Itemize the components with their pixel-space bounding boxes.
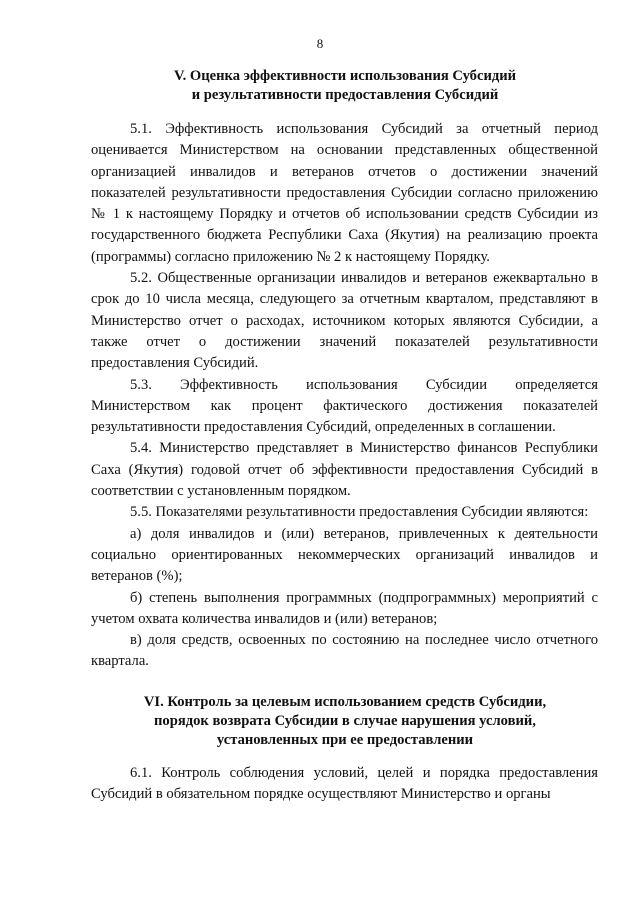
paragraph-5-2: 5.2. Общественные организации инвалидов и ветеранов ежеквартально в срок до 10 числа месяца, следующего за отчетным кварталом, представляют в Министерство отчет о расходах, источником которых являются Субсидии, а также отчет о достижении значений показателей результативности предоставления Субсидий. (91, 270, 598, 372)
section-5-title-line-1: V. Оценка эффективности использования Субсидий (173, 68, 517, 84)
page-number: 8 (316, 36, 324, 51)
section-6-title-line-3: установленных при ее предоставлении (216, 732, 474, 748)
section-6-body (91, 763, 598, 806)
list-item-b: б) степень выполнения программных (подпрограммных) мероприятий с учетом охвата количества инвалидов и (или) ветеранов; (91, 589, 598, 627)
section-5-body (91, 119, 598, 673)
paragraph-5-5: 5.5. Показателями результативности предоставления Субсидии являются: (130, 504, 589, 521)
paragraph-5-4: 5.4. Министерство представляет в Министерство финансов Республики Саха (Якутия) годовой отчет об эффективности предоставления Субсидий в соответствии с установленным порядком. (91, 440, 598, 500)
paragraph-5-1: 5.1. Эффективность использования Субсидий за отчетный период оценивается Министерством на основании представленных общественной организацией инвалидов и ветеранов отчетов о достижении значений показателей результативности предоставления Субсидии согласно приложению № 1 к настоящему Порядку и отчетов об использовании средств Субсидии из государственного бюджета Республики Саха (Якутия) на реализацию проекта (программы) согласно приложению № 2 к настоящему Порядку. (91, 121, 598, 265)
list-item-a: а) доля инвалидов и (или) ветеранов, привлеченных к деятельности социально ориентированных некоммерческих организаций инвалидов и ветеранов (%); (91, 525, 598, 585)
paragraph-6-1: 6.1. Контроль соблюдения условий, целей и порядка предоставления Субсидий в обязательном порядке осуществляют Министерство и органы (91, 765, 598, 803)
section-6-title-line-1: VI. Контроль за целевым использованием средств Субсидии, (143, 694, 547, 710)
section-5-title-line-2: и результативности предоставления Субсидий (191, 87, 499, 103)
paragraph-5-3: 5.3. Эффективность использования Субсидии определяется Министерством как процент фактического достижения показателей результативности предоставления Субсидий, определенных в соглашении. (91, 376, 598, 436)
section-6-title-line-2: порядок возврата Субсидии в случае нарушения условий, (154, 713, 536, 729)
section-6-title (90, 693, 600, 750)
section-5-title (90, 67, 600, 105)
list-item-v: в) доля средств, освоенных по состоянию на последнее число отчетного квартала. (91, 632, 598, 670)
